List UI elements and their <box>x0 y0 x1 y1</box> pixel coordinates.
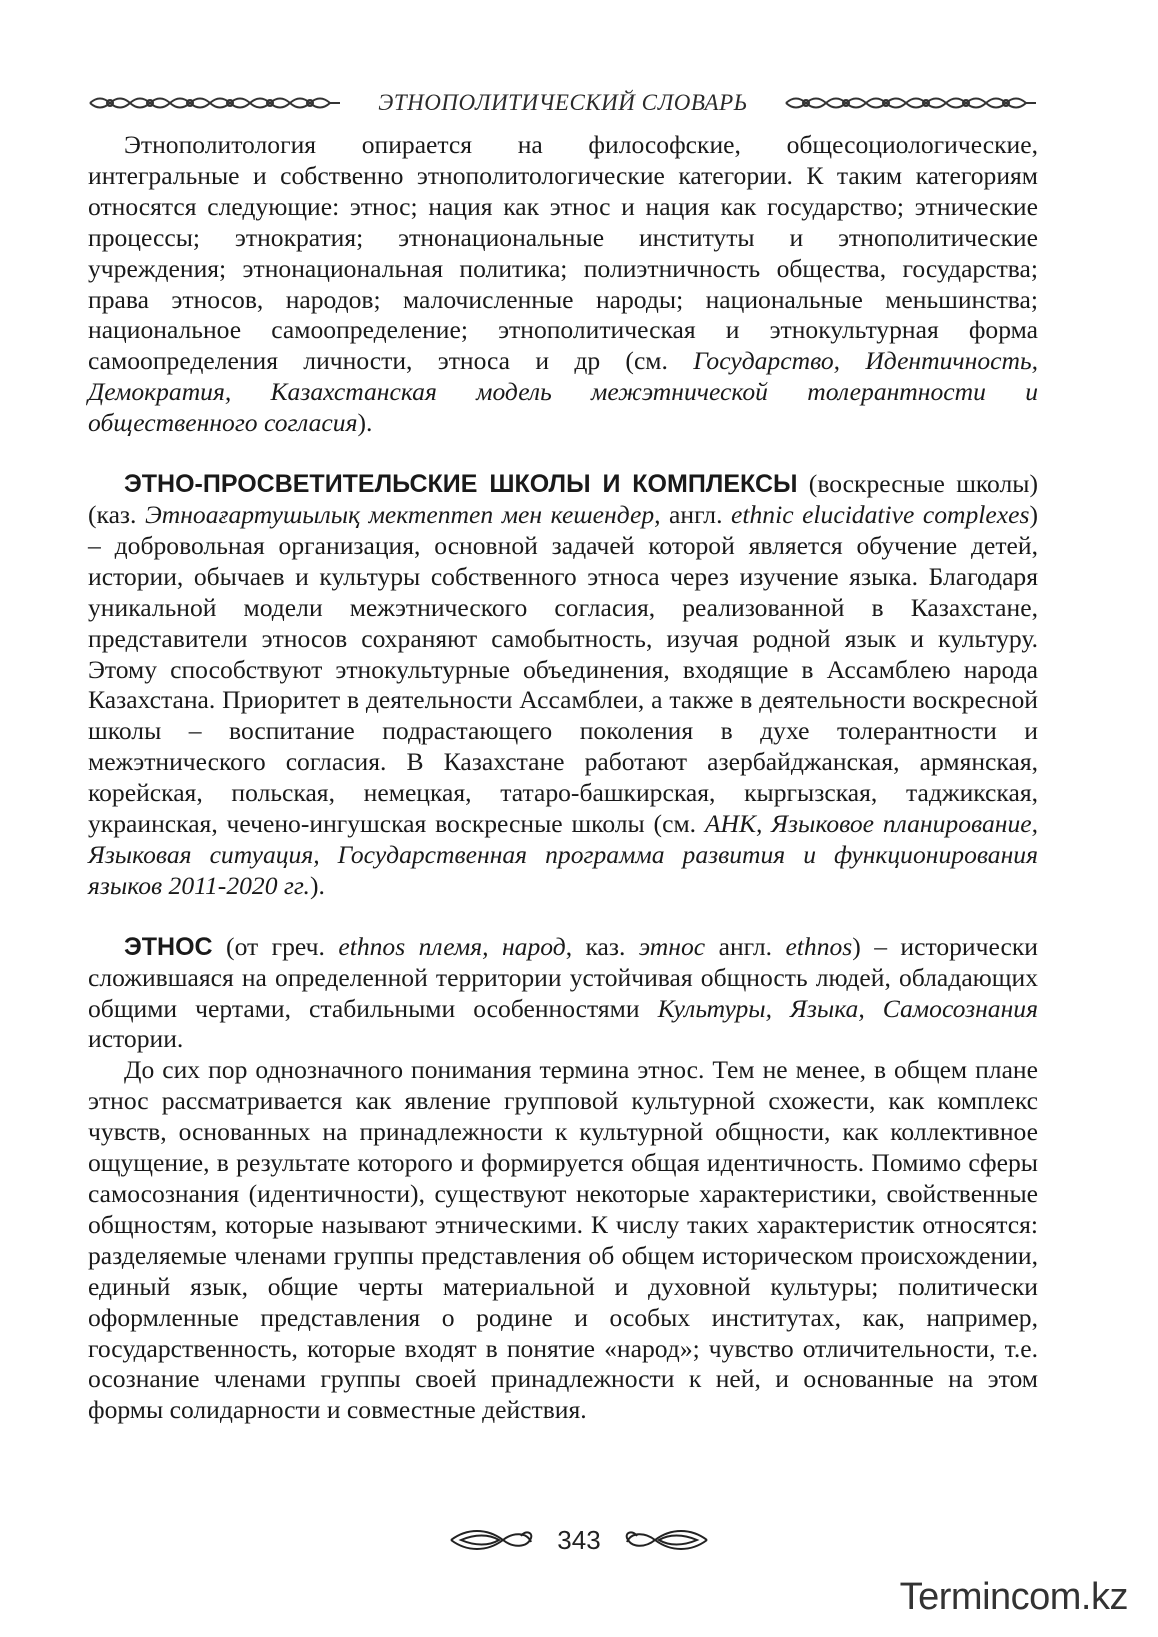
text-run: истории. <box>88 1024 184 1054</box>
entry-ethno-schools <box>88 469 1038 902</box>
kazakh-term: этнос <box>638 931 706 961</box>
header-title: ЭТНОПОЛИТИЧЕСКИЙ СЛОВАРЬ <box>378 90 748 115</box>
text-run: ). <box>309 870 325 900</box>
swirl-left-icon <box>447 1526 535 1554</box>
running-header <box>88 86 1038 120</box>
swirl-right-icon <box>623 1526 711 1554</box>
text-run: (воскресные школы) (каз. <box>88 469 1038 529</box>
cross-references: Государство, Идентичность, Демократия, Казахстанская модель межэтнической толерантности и общественного согласия <box>88 346 1038 438</box>
page-content <box>88 130 1038 1426</box>
text-run: ) – добровольная организация, основной задачей которой является обучение детей, истории, обычаев и культуры собственного этноса через изучение языка. Благодаря уникальной модели межэтнического согласия, реализованной в Казахстане, представители этносов сохраняют самобытность, изучая родной язык и культуру. Этому способствуют этнокультурные объединения, входящие в Ассамблею народа Казахстана. Приоритет в деятельности Ассамблеи, а также в деятельности воскресной школы – воспитание подрастающего поколения в духе толерантности и межэтнического согласия. В Казахстане работают азербайджанская, армянская, корейская, польская, немецкая, татаро-башкирская, кыргызская, таджикская, украинская, чечено-ингушская воскресные школы (см. <box>88 499 1038 839</box>
cross-references: Культуры, Языка, Самосознания <box>657 993 1038 1023</box>
watermark-logo: Termincom.kz <box>899 1576 1128 1618</box>
text-run: англ. <box>660 499 732 529</box>
kazakh-term: Этноағартушылық мектептеп мен кешендер, <box>144 499 661 529</box>
ornament-left-icon <box>88 92 342 114</box>
text-run: (от греч. <box>212 931 339 961</box>
entry-term: ЭТНОС <box>124 932 213 961</box>
paragraph-ethnos-understanding: До сих пор однозначного понимания термина этнос. Тем не менее, в общем плане этнос рассматривается как явление групповой культурной схожести, как комплекс чувств, основанных на принадлежности к культурной общности, как коллективное ощущение, в результате которого и формируется общая идентичность. Помимо сферы самосознания (идентичности), существуют некоторые характеристики, свойственные общностям, которые называют этническими. К числу таких характеристик относятся: разделяемые членами группы представления об общем историческом происхождении, единый язык, общие черты материальной и духовной культуры; политически оформленные представления о родине и особых институтах, как, например, государственность, которые входят в понятие «народ»; чувство отличительности, т.е. осознание членами группы своей принадлежности к ней, и основанные на этом формы солидарности и совместные действия. <box>88 1055 1038 1425</box>
paragraph-ethnopolitology <box>88 130 1038 439</box>
text-run: англ. <box>705 931 786 961</box>
greek-term: ethnos племя, народ <box>338 931 566 961</box>
text-run: , каз. <box>565 931 639 961</box>
page-footer <box>0 1520 1158 1560</box>
page-number: 343 <box>557 1524 601 1555</box>
english-term: ethnic elucidative complexes <box>731 499 1030 529</box>
entry-ethnos <box>88 932 1038 1056</box>
text-run: Этнополитология опирается на философские, общесоциологические, интегральные и собственно этнополитологические категории. К таким категориям относятся следующие: этнос; нация как этнос и нация как государство; этнические процессы; этнократия; этнонациональные институты и этнополитические учреждения; этнонациональная политика; полиэтничность общества, государства; права этносов, народов; малочисленные народы; национальные меньшинства; национальное самоопределение; этнополитическая и этнокультурная форма самоопределения личности, этноса и др (см. <box>88 130 1038 376</box>
text-run: ). <box>357 408 373 438</box>
text-run: ) – исторически сложившаяся на определенной территории устойчивая общность людей, обладающих общими чертами, стабильными особенностями <box>88 931 1038 1023</box>
cross-references: АНК, Языковое планирование, Языковая ситуация, Государственная программа развития и функционирования языков 2011-2020 гг. <box>88 809 1038 900</box>
english-term: ethnos <box>785 931 853 961</box>
ornament-right-icon <box>784 92 1038 114</box>
entry-term: ЭТНО-ПРОСВЕТИТЕЛЬСКИЕ ШКОЛЫ И КОМПЛЕКСЫ <box>124 470 798 499</box>
